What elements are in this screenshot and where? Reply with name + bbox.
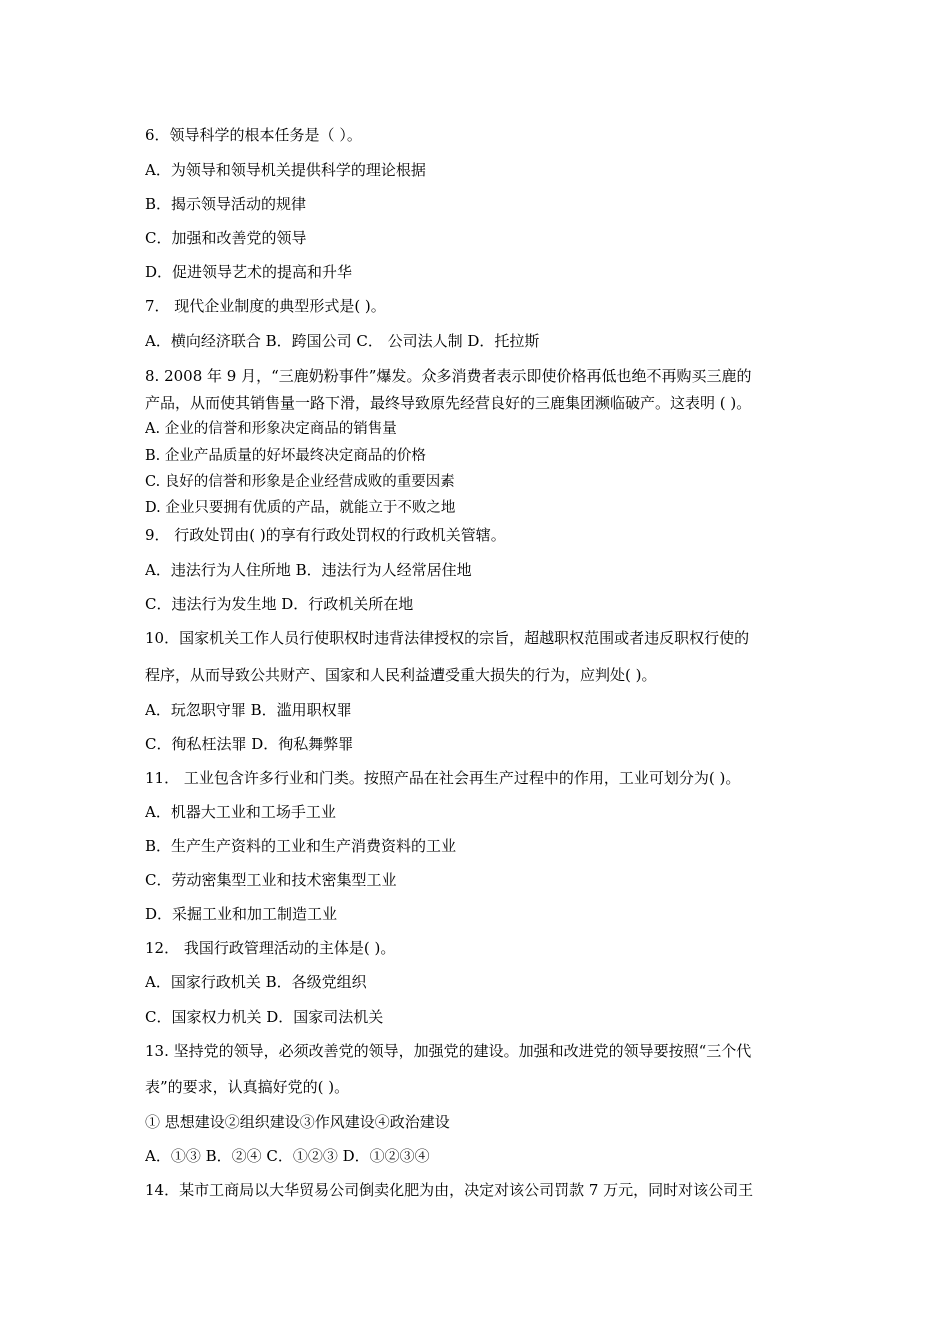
question-11-option-b: B．生产生产资料的工业和生产消费资料的工业 [145, 837, 457, 855]
question-8-option-d: D. 企业只要拥有优质的产品，就能立于不败之地 [145, 500, 456, 516]
question-13-options: A．①③ B．②④ C．①②③ D．①②③④ [145, 1147, 430, 1165]
question-7-options: A．横向经济联合 B．跨国公司 C． 公司法人制 D．托拉斯 [145, 332, 540, 350]
question-10-options-cd: C．徇私枉法罪 D．徇私舞弊罪 [145, 735, 354, 753]
question-12-options-ab: A．国家行政机关 B．各级党组织 [145, 973, 367, 991]
question-8-option-c: C. 良好的信誉和形象是企业经营成败的重要因素 [145, 474, 455, 490]
question-12-options-cd: C．国家权力机关 D．国家司法机关 [145, 1008, 384, 1026]
question-6-option-d: D．促进领导艺术的提高和升华 [145, 263, 353, 281]
question-13-stem-line-2: 表”的要求，认真搞好党的( )。 [145, 1078, 350, 1096]
question-8-option-b: B. 企业产品质量的好坏最终决定商品的价格 [145, 448, 426, 464]
question-9-stem: 9． 行政处罚由( )的享有行政处罚权的行政机关管辖。 [145, 526, 506, 544]
question-11-option-d: D．采掘工业和加工制造工业 [145, 905, 338, 923]
question-9-options-ab: A．违法行为人住所地 B．违法行为人经常居住地 [145, 561, 472, 579]
question-8-stem-line-2: 产品，从而使其销售量一路下滑，最终导致原先经营良好的三鹿集团濒临破产。这表明 ( )。 [145, 394, 752, 412]
question-6-option-c: C．加强和改善党的领导 [145, 229, 307, 247]
question-14-stem-line-1: 14．某市工商局以大华贸易公司倒卖化肥为由，决定对该公司罚款 7 万元，同时对该公司王 [145, 1181, 754, 1199]
question-8-stem-line-1: 8. 2008 年 9 月，“三鹿奶粉事件”爆发。众多消费者表示即使价格再低也绝不再购买三鹿的 [145, 367, 752, 385]
question-6-option-b: B．揭示领导活动的规律 [145, 195, 307, 213]
question-7-stem: 7． 现代企业制度的典型形式是( )。 [145, 297, 386, 315]
question-11-option-a: A．机器大工业和工场手工业 [145, 803, 336, 821]
question-11-stem: 11． 工业包含许多行业和门类。按照产品在社会再生产过程中的作用，工业可划分为( )。 [145, 769, 741, 787]
question-11-option-c: C．劳动密集型工业和技术密集型工业 [145, 871, 397, 889]
question-10-options-ab: A．玩忽职守罪 B．滥用职权罪 [145, 701, 352, 719]
question-10-stem-line-2: 程序，从而导致公共财产、国家和人民利益遭受重大损失的行为，应判处( )。 [145, 666, 657, 684]
question-13-items: ① 思想建设②组织建设③作风建设④政治建设 [145, 1113, 450, 1131]
question-12-stem: 12． 我国行政管理活动的主体是( )。 [145, 939, 396, 957]
question-10-stem-line-1: 10．国家机关工作人员行使职权时违背法律授权的宗旨，超越职权范围或者违反职权行使的 [145, 629, 750, 647]
question-8-option-a: A. 企业的信誉和形象决定商品的销售量 [145, 421, 397, 437]
question-6-option-a: A．为领导和领导机关提供科学的理论根据 [145, 161, 426, 179]
question-13-stem-line-1: 13. 坚持党的领导，必须改善党的领导，加强党的建设。加强和改进党的领导要按照“三个代 [145, 1042, 752, 1060]
question-9-options-cd: C．违法行为发生地 D．行政机关所在地 [145, 595, 414, 613]
question-6-stem: 6．领导科学的根本任务是（ ）。 [145, 126, 362, 144]
